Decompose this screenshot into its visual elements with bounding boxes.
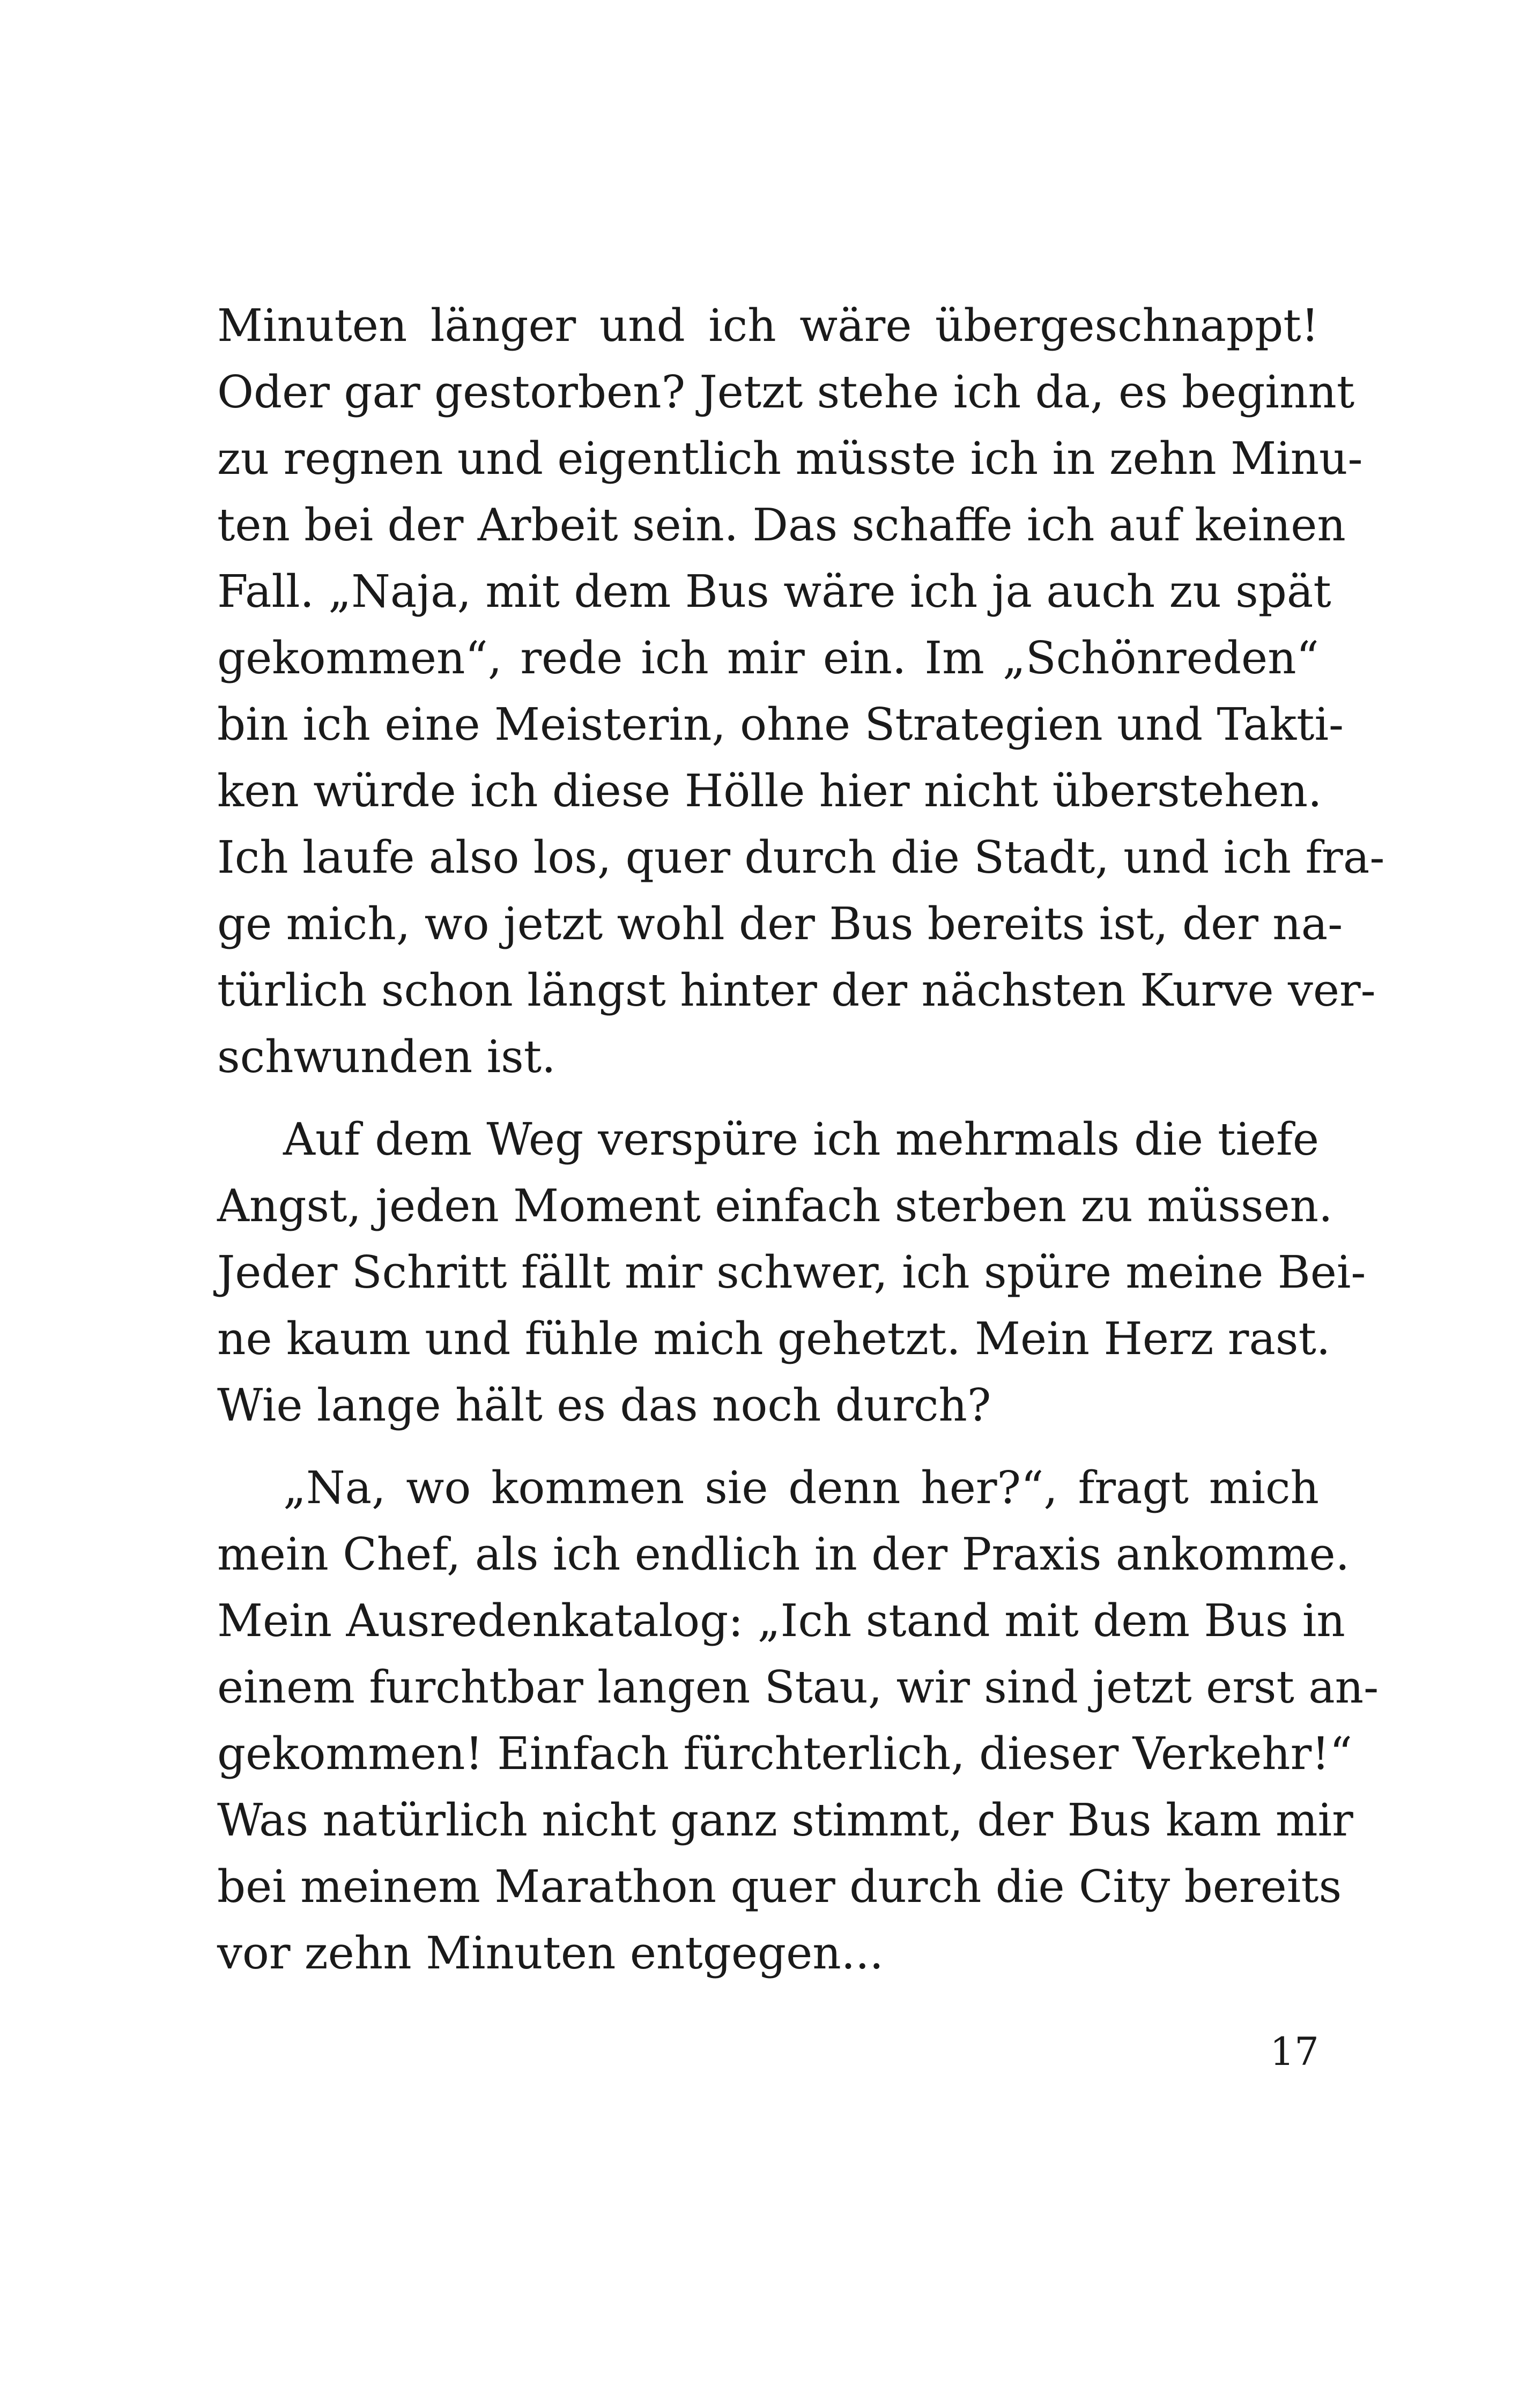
- text-line: „Na, wo kommen sie denn her?“, fragt mich: [283, 1462, 1319, 1514]
- text-line: Fall. „Naja, mit dem Bus wäre ich ja auch zu spät: [217, 566, 1331, 618]
- text-line: gekommen“, rede ich mir ein. Im „Schönreden“: [217, 632, 1319, 684]
- paragraph: [217, 1106, 1366, 1439]
- text-line: Was natürlich nicht ganz stimmt, der Bus kam mir: [217, 1794, 1353, 1846]
- text-line: einem furchtbar langen Stau, wir sind jetzt erst an-: [217, 1661, 1379, 1713]
- text-line: bei meinem Marathon quer durch die City bereits: [217, 1861, 1342, 1913]
- text-line: ten bei der Arbeit sein. Das schaffe ich auf keinen: [217, 499, 1346, 551]
- paragraph: [217, 1455, 1379, 1987]
- text-line: bin ich eine Meisterin, ohne Strategien und Takti-: [217, 698, 1344, 750]
- paragraph-gap: [217, 1090, 1319, 1106]
- text-line: Angst, jeden Moment einfach sterben zu müssen.: [217, 1180, 1333, 1232]
- text-line: zu regnen und eigentlich müsste ich in zehn Minu-: [217, 433, 1363, 485]
- text-line: mein Chef, als ich endlich in der Praxis ankomme.: [217, 1528, 1350, 1580]
- page-number: 17: [1270, 2029, 1319, 2074]
- text-line: ne kaum und fühle mich gehetzt. Mein Herz rast.: [217, 1313, 1331, 1365]
- text-line: gekommen! Einfach fürchterlich, dieser Verkehr!“: [217, 1728, 1353, 1780]
- text-line: türlich schon längst hinter der nächsten Kurve ver-: [217, 964, 1376, 1016]
- body-text: [217, 293, 1385, 1987]
- text-line: Mein Ausredenkatalog: „Ich stand mit dem Bus in: [217, 1595, 1345, 1647]
- text-line: ken würde ich diese Hölle hier nicht überstehen.: [217, 765, 1322, 817]
- text-line: vor zehn Minuten entgegen...: [217, 1927, 884, 1979]
- text-line: schwunden ist.: [217, 1031, 556, 1083]
- text-line: ge mich, wo jetzt wohl der Bus bereits ist, der na-: [217, 898, 1343, 950]
- text-line: Minuten länger und ich wäre übergeschnappt!: [217, 300, 1319, 352]
- text-line: Ich laufe also los, quer durch die Stadt, und ich fra-: [217, 831, 1385, 883]
- paragraph-gap: [217, 1439, 1319, 1455]
- text-line: Auf dem Weg verspüre ich mehrmals die tiefe: [283, 1113, 1319, 1165]
- paragraph: [217, 293, 1385, 1090]
- text-line: Wie lange hält es das noch durch?: [217, 1379, 991, 1431]
- text-line: Jeder Schritt fällt mir schwer, ich spüre meine Bei-: [217, 1246, 1366, 1298]
- text-line: Oder gar gestorben? Jetzt stehe ich da, es beginnt: [217, 366, 1355, 418]
